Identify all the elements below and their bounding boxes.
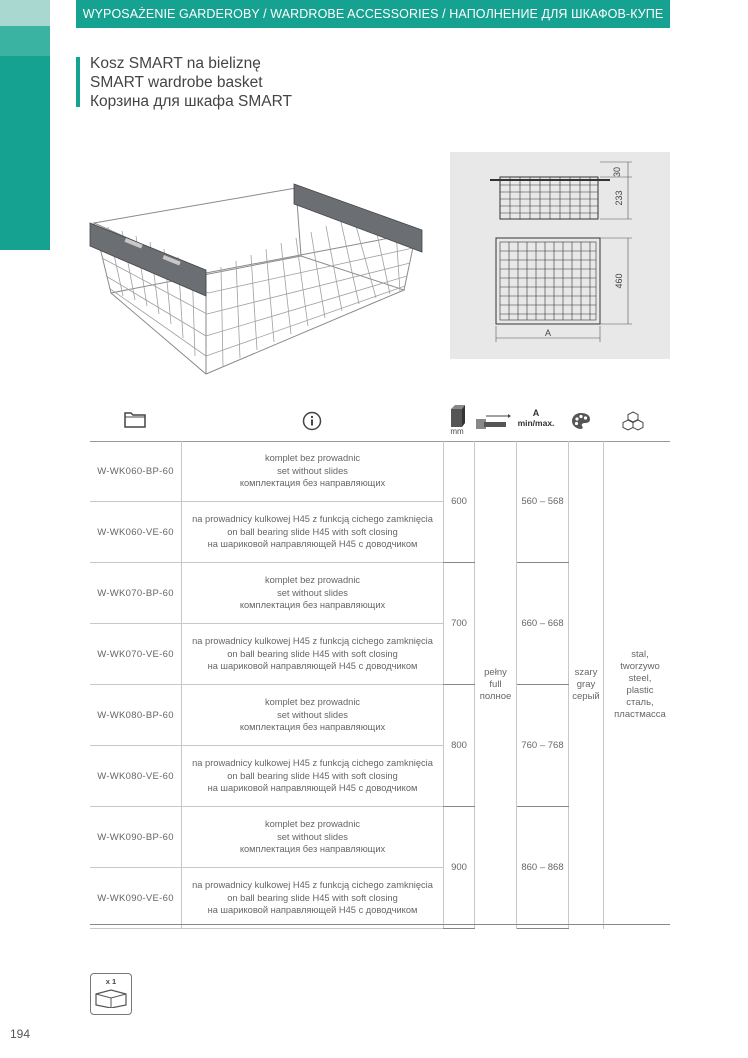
right-slide: [294, 184, 422, 252]
product-description: komplet bez prowadnic set without slides комплектация без направляющих: [182, 685, 444, 746]
cabinet-width: 800: [444, 685, 475, 807]
product-description: komplet bez prowadnic set without slides комплектация без направляющих: [182, 807, 444, 868]
dimension-a-header: [514, 408, 558, 428]
dimension-a: 760 – 768: [517, 685, 569, 807]
info-icon: [302, 411, 322, 431]
section-header-text: WYPOSAŻENIE GARDEROBY / WARDROBE ACCESSORIES / НАПОЛНЕНИЕ ДЛЯ ШКАФОВ-КУПЕ: [82, 7, 664, 21]
cabinet-width: 700: [444, 563, 475, 685]
side-tab-dark: [0, 56, 50, 250]
cabinet-width: 600: [444, 441, 475, 563]
product-description: na prowadnicy kulkowej H45 z funkcją cichego zamknięcia on ball bearing slide H45 with soft closing на шариковой направляющей H45 с доводчиком: [182, 868, 444, 929]
material-value: stal, tworzywo steel, plastic сталь, пластмасса: [614, 648, 666, 720]
a-sub-label: min/max.: [517, 418, 555, 428]
technical-drawing: [450, 152, 670, 359]
product-code: W-WK080-BP-60: [90, 685, 182, 746]
product-code: W-WK070-BP-60: [90, 563, 182, 624]
color-value: szary gray серый: [569, 441, 604, 929]
product-description: na prowadnicy kulkowej H45 z funkcją cichego zamknięcia on ball bearing slide H45 with soft closing на шариковой направляющей H45 с доводчиком: [182, 624, 444, 685]
title-accent-bar: [76, 57, 80, 107]
table-icon-header: [90, 404, 670, 442]
product-description: na prowadnicy kulkowej H45 z funkcją cichego zamknięcia on ball bearing slide H45 with soft closing на шариковой направляющей H45 с доводчиком: [182, 746, 444, 807]
extension-type: pełny full полное: [475, 441, 517, 929]
left-slide: [90, 223, 206, 296]
product-description: komplet bez prowadnic set without slides комплектация без направляющих: [182, 441, 444, 502]
height-icon: [449, 404, 465, 436]
folder-icon: [124, 410, 146, 428]
product-code: W-WK070-VE-60: [90, 624, 182, 685]
product-code: W-WK060-VE-60: [90, 502, 182, 563]
slide-extension-icon: [475, 413, 511, 431]
title-pl: Kosz SMART na bieliznę: [90, 55, 261, 72]
dimension-a: 660 – 668: [517, 563, 569, 685]
a-label: A: [532, 408, 540, 418]
side-tab-mid: [0, 26, 50, 56]
product-code: W-WK080-VE-60: [90, 746, 182, 807]
side-tab-light: [0, 0, 50, 26]
package-qty-label: x 1: [105, 977, 117, 986]
title-ru: Корзина для шкафа SMART: [90, 93, 292, 110]
product-description: na prowadnicy kulkowej H45 z funkcją cichego zamknięcia on ball bearing slide H45 with soft closing на шариковой направляющей H45 с доводчиком: [182, 502, 444, 563]
product-code: W-WK090-BP-60: [90, 807, 182, 868]
section-header: [76, 0, 670, 28]
product-code: W-WK090-VE-60: [90, 868, 182, 929]
basket-photo: [86, 178, 426, 378]
table-bottom-rule: [90, 924, 670, 925]
page-number: 194: [10, 1027, 31, 1041]
unit-mm-label: mm: [450, 427, 464, 436]
specs-table: [90, 441, 670, 929]
dim-width-label: A: [544, 328, 552, 338]
title-en: SMART wardrobe basket: [90, 74, 263, 91]
box-icon: [92, 986, 130, 1008]
table-row: [90, 441, 676, 502]
drawing-svg: [450, 152, 670, 359]
material-cubes-icon: [622, 411, 644, 431]
package-quantity-box: [90, 973, 132, 1015]
product-code: W-WK060-BP-60: [90, 441, 182, 502]
dim-height-label: 233: [614, 190, 624, 206]
dim-depth-label: 460: [614, 273, 624, 289]
color-palette-icon: [571, 412, 591, 430]
basket-wire-grid: [98, 222, 413, 366]
dim-top-label: 30: [612, 166, 622, 178]
cabinet-width: 900: [444, 807, 475, 929]
dimension-a: 860 – 868: [517, 807, 569, 929]
product-description: komplet bez prowadnic set without slides комплектация без направляющих: [182, 563, 444, 624]
dimension-a: 560 – 568: [517, 441, 569, 563]
product-title: [90, 54, 292, 111]
